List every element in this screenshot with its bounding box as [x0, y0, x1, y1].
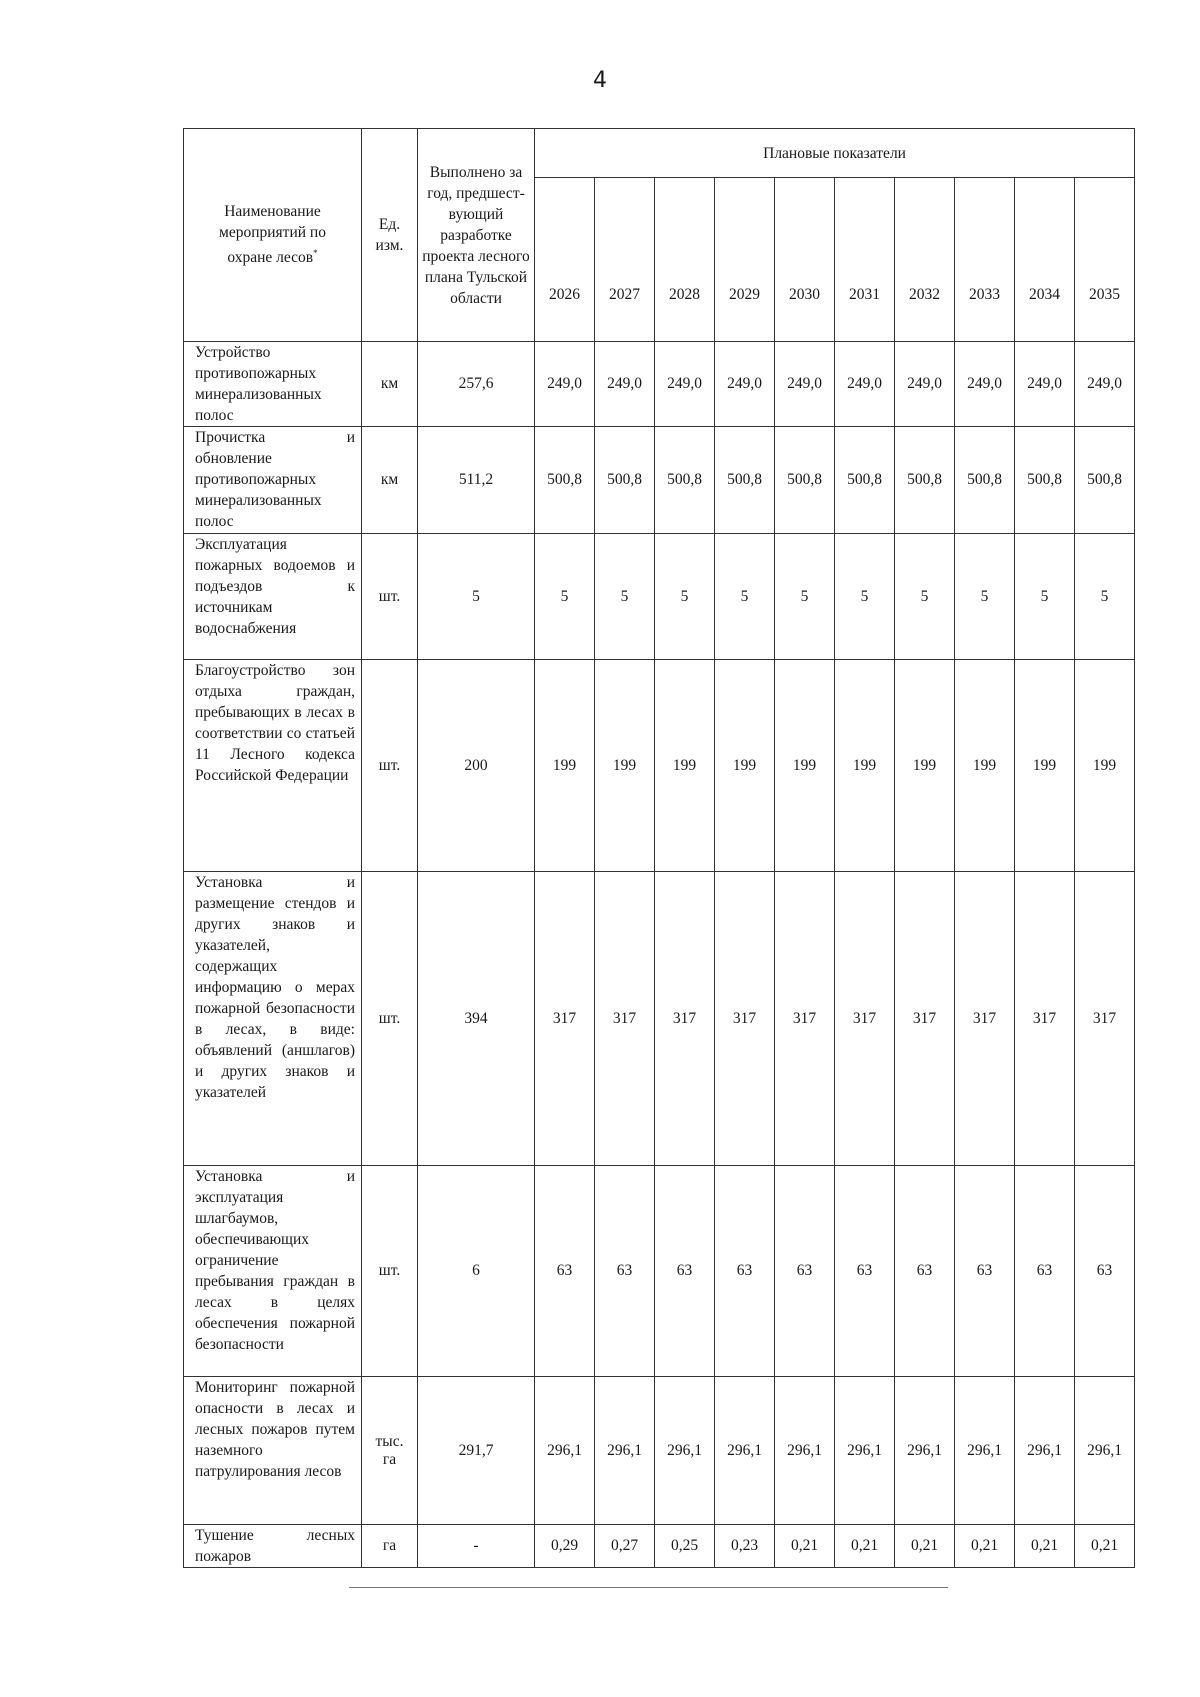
- plan-value-cell: 249,0: [595, 342, 655, 427]
- unit-cell: шт.: [362, 872, 418, 1166]
- plan-value-cell: 249,0: [535, 342, 595, 427]
- plan-value-cell: 5: [895, 534, 955, 660]
- plan-value-cell: 5: [715, 534, 775, 660]
- activity-name-cell: Установка и эксплуатация шлагбаумов, обеспечивающих ограничение пребывания граждан в лесах в целях обеспечения пожарной безопасности: [184, 1166, 362, 1377]
- plan-value-cell: 199: [955, 660, 1015, 872]
- plan-value-cell: 5: [775, 534, 835, 660]
- unit-cell: км: [362, 342, 418, 427]
- plan-value-cell: 5: [835, 534, 895, 660]
- plan-value-cell: 63: [595, 1166, 655, 1377]
- plan-value-cell: 500,8: [835, 427, 895, 534]
- header-done-column: Выполнено за год, предшест-вующий разработке проекта лесного плана Тульской области: [418, 129, 535, 342]
- header-year-cell: 2033: [955, 178, 1015, 342]
- table-row: [184, 427, 1135, 534]
- activity-name-cell: Эксплуатация пожарных водоемов и подъездов к источникам водоснабжения: [184, 534, 362, 660]
- unit-cell: шт.: [362, 660, 418, 872]
- unit-cell: тыс. га: [362, 1377, 418, 1525]
- plan-value-cell: 249,0: [715, 342, 775, 427]
- plan-value-cell: 296,1: [715, 1377, 775, 1525]
- done-value-cell: -: [418, 1525, 535, 1568]
- plan-value-cell: 0,23: [715, 1525, 775, 1568]
- plan-value-cell: 0,25: [655, 1525, 715, 1568]
- plan-value-cell: 500,8: [1075, 427, 1135, 534]
- unit-cell: км: [362, 427, 418, 534]
- plan-value-cell: 199: [1075, 660, 1135, 872]
- plan-value-cell: 317: [1075, 872, 1135, 1166]
- forest-protection-table: [183, 128, 1135, 1568]
- plan-value-cell: 63: [535, 1166, 595, 1377]
- plan-value-cell: 296,1: [775, 1377, 835, 1525]
- plan-value-cell: 63: [955, 1166, 1015, 1377]
- header-year-cell: 2028: [655, 178, 715, 342]
- table-body: [184, 342, 1135, 1568]
- header-name-text: Наименование мероприятий по охране лесов: [219, 203, 326, 267]
- plan-value-cell: 296,1: [535, 1377, 595, 1525]
- plan-value-cell: 5: [655, 534, 715, 660]
- table-row: [184, 872, 1135, 1166]
- header-year-cell: 2029: [715, 178, 775, 342]
- done-value-cell: 394: [418, 872, 535, 1166]
- plan-value-cell: 296,1: [835, 1377, 895, 1525]
- header-year-cell: 2026: [535, 178, 595, 342]
- plan-value-cell: 5: [1075, 534, 1135, 660]
- plan-value-cell: 0,21: [955, 1525, 1015, 1568]
- plan-value-cell: 500,8: [895, 427, 955, 534]
- plan-value-cell: 199: [1015, 660, 1075, 872]
- header-plan-column: Плановые показатели: [535, 129, 1135, 178]
- activity-name-cell: Устройство противопожарных минерализованных полос: [184, 342, 362, 427]
- header-year-cell: 2034: [1015, 178, 1075, 342]
- plan-value-cell: 500,8: [955, 427, 1015, 534]
- plan-value-cell: 249,0: [835, 342, 895, 427]
- plan-value-cell: 63: [775, 1166, 835, 1377]
- done-value-cell: 511,2: [418, 427, 535, 534]
- plan-value-cell: 0,21: [1075, 1525, 1135, 1568]
- plan-value-cell: 63: [655, 1166, 715, 1377]
- table-row: [184, 660, 1135, 872]
- header-year-cell: 2035: [1075, 178, 1135, 342]
- plan-value-cell: 249,0: [955, 342, 1015, 427]
- header-year-cell: 2030: [775, 178, 835, 342]
- header-unit-column: Ед. изм.: [362, 129, 418, 342]
- done-value-cell: 6: [418, 1166, 535, 1377]
- plan-value-cell: 296,1: [895, 1377, 955, 1525]
- plan-value-cell: 317: [895, 872, 955, 1166]
- header-year-cell: 2032: [895, 178, 955, 342]
- plan-value-cell: 317: [835, 872, 895, 1166]
- plan-value-cell: 199: [895, 660, 955, 872]
- plan-value-cell: 500,8: [655, 427, 715, 534]
- footnote-mark: *: [313, 248, 318, 259]
- plan-value-cell: 317: [775, 872, 835, 1166]
- plan-value-cell: 500,8: [775, 427, 835, 534]
- plan-value-cell: 317: [715, 872, 775, 1166]
- plan-value-cell: 5: [955, 534, 1015, 660]
- unit-cell: шт.: [362, 1166, 418, 1377]
- table-row: [184, 1525, 1135, 1568]
- plan-value-cell: 500,8: [595, 427, 655, 534]
- plan-value-cell: 249,0: [655, 342, 715, 427]
- activity-name-cell: Тушение лесных пожаров: [184, 1525, 362, 1568]
- activity-name-cell: Мониторинг пожарной опасности в лесах и лесных пожаров путем наземного патрулирования лесов: [184, 1377, 362, 1525]
- table-row: [184, 1166, 1135, 1377]
- activity-name-cell: Прочистка и обновление противопожарных минерализованных полос: [184, 427, 362, 534]
- plan-value-cell: 296,1: [655, 1377, 715, 1525]
- plan-value-cell: 0,21: [835, 1525, 895, 1568]
- plan-value-cell: 0,29: [535, 1525, 595, 1568]
- table-row: [184, 342, 1135, 427]
- done-value-cell: 5: [418, 534, 535, 660]
- plan-value-cell: 63: [895, 1166, 955, 1377]
- done-value-cell: 291,7: [418, 1377, 535, 1525]
- plan-value-cell: 296,1: [595, 1377, 655, 1525]
- done-value-cell: 257,6: [418, 342, 535, 427]
- page-number: 4: [593, 68, 607, 93]
- header-name-column: [184, 129, 362, 342]
- plan-value-cell: 500,8: [1015, 427, 1075, 534]
- plan-value-cell: 5: [535, 534, 595, 660]
- activity-name-cell: Благоустройство зон отдыха граждан, пребывающих в лесах в соответствии со статьей 11 Лесного кодекса Российской Федерации: [184, 660, 362, 872]
- activity-name-cell: Установка и размещение стендов и других знаков и указателей, содержащих информацию о мерах пожарной безопасности в лесах, в виде: объявлений (аншлагов) и других знаков и указателей: [184, 872, 362, 1166]
- plan-value-cell: 317: [535, 872, 595, 1166]
- plan-value-cell: 199: [715, 660, 775, 872]
- footnote-separator: [349, 1587, 948, 1588]
- unit-cell: шт.: [362, 534, 418, 660]
- plan-value-cell: 0,21: [895, 1525, 955, 1568]
- plan-value-cell: 63: [835, 1166, 895, 1377]
- plan-value-cell: 500,8: [715, 427, 775, 534]
- plan-value-cell: 317: [595, 872, 655, 1166]
- table-row: [184, 534, 1135, 660]
- plan-value-cell: 0,21: [1015, 1525, 1075, 1568]
- plan-value-cell: 249,0: [775, 342, 835, 427]
- plan-value-cell: 199: [595, 660, 655, 872]
- table-row: [184, 1377, 1135, 1525]
- header-year-cell: 2027: [595, 178, 655, 342]
- plan-value-cell: 296,1: [1015, 1377, 1075, 1525]
- plan-value-cell: 199: [655, 660, 715, 872]
- plan-value-cell: 63: [1015, 1166, 1075, 1377]
- plan-value-cell: 63: [715, 1166, 775, 1377]
- plan-value-cell: 199: [535, 660, 595, 872]
- plan-value-cell: 249,0: [1075, 342, 1135, 427]
- plan-value-cell: 199: [835, 660, 895, 872]
- plan-value-cell: 296,1: [1075, 1377, 1135, 1525]
- plan-value-cell: 0,27: [595, 1525, 655, 1568]
- plan-value-cell: 500,8: [535, 427, 595, 534]
- done-value-cell: 200: [418, 660, 535, 872]
- plan-value-cell: 317: [655, 872, 715, 1166]
- plan-value-cell: 5: [595, 534, 655, 660]
- plan-value-cell: 249,0: [1015, 342, 1075, 427]
- plan-value-cell: 0,21: [775, 1525, 835, 1568]
- plan-value-cell: 296,1: [955, 1377, 1015, 1525]
- unit-cell: га: [362, 1525, 418, 1568]
- plan-value-cell: 199: [775, 660, 835, 872]
- plan-value-cell: 249,0: [895, 342, 955, 427]
- header-year-cell: 2031: [835, 178, 895, 342]
- plan-value-cell: 63: [1075, 1166, 1135, 1377]
- plan-value-cell: 317: [1015, 872, 1075, 1166]
- plan-value-cell: 5: [1015, 534, 1075, 660]
- plan-value-cell: 317: [955, 872, 1015, 1166]
